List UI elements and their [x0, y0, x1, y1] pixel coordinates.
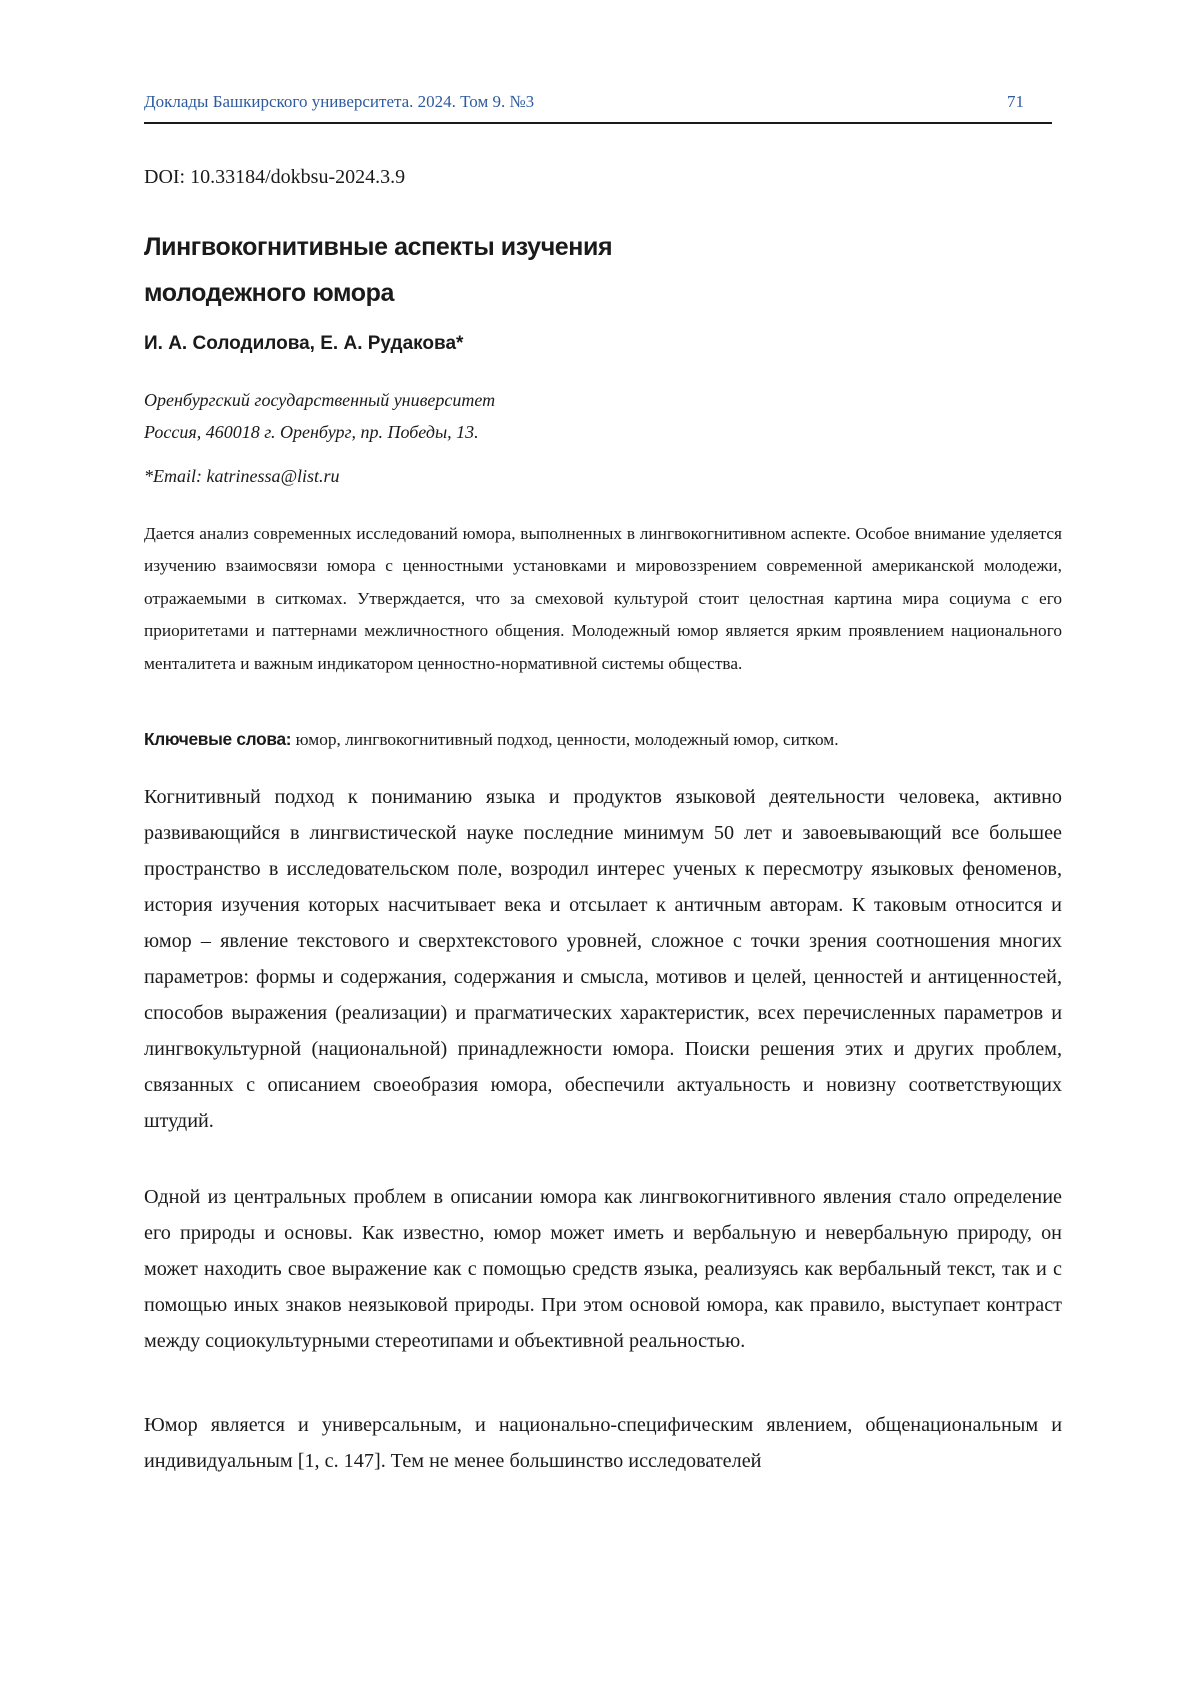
body-paragraph-1: Когнитивный подход к пониманию языка и продуктов языковой деятельности человека, активно развивающийся в лингвистической науке последние минимум 50 лет и завоевывающий все большее пространство в исследовательском поле, возродил интерес ученых к пересмотру языковых феноменов, история изучения которых насчитывает века и отсылает к античным авторам. К таковым относится и юмор – явление текстового и сверхтекстового уровней, сложное с точки зрения соотношения многих параметров: формы и содержания, содержания и смысла, мотивов и целей, ценностей и антиценностей, способов выражения (реализации) и прагматических характеристик, всех перечисленных параметров и лингвокультурной (национальной) принадлежности юмора. Поиски решения этих и других проблем, связанных с описанием своеобразия юмора, обеспечили актуальность и новизну соответствующих штудий.: [144, 779, 1062, 1139]
keywords-label: Ключевые слова:: [144, 729, 291, 749]
keywords: [144, 729, 1062, 750]
body-paragraph-2: Одной из центральных проблем в описании юмора как лингвокогнитивного явления стало определение его природы и основы. Как известно, юмор может иметь и вербальную и невербальную природу, он может находить свое выражение как с помощью средств языка, реализуясь как вербальный текст, так и с помощью иных знаков неязыковой природы. При этом основой юмора, как правило, выступает контраст между социокультурными стереотипами и объективной реальностью.: [144, 1179, 1062, 1359]
affiliation-line-2: Россия, 460018 г. Оренбург, пр. Победы, 13.: [144, 416, 944, 448]
affiliation-line-1: Оренбургский государственный университет: [144, 384, 944, 416]
affiliation: [144, 384, 944, 448]
body-paragraph-3: Юмор является и универсальным, и национально-специфическим явлением, общенациональным и индивидуальным [1, с. 147]. Тем не менее большинство исследователей: [144, 1407, 1062, 1479]
article-title: [144, 224, 904, 316]
article-title-line-2: молодежного юмора: [144, 270, 904, 316]
abstract: Дается анализ современных исследований юмора, выполненных в лингвокогнитивном аспекте. Особое внимание уделяется изучению взаимосвязи юмора с ценностными установками и мировоззрением современной американской молодежи, отражаемыми в ситкомах. Утверждается, что за смеховой культурой стоит целостная картина мира социума с его приоритетами и паттернами межличностного общения. Молодежный юмор является ярким проявлением национального менталитета и важным индикатором ценностно-нормативной системы общества.: [144, 518, 1062, 680]
page-number: 71: [1007, 92, 1024, 112]
article-title-line-1: Лингвокогнитивные аспекты изучения: [144, 224, 904, 270]
keywords-text: юмор, лингвокогнитивный подход, ценности, молодежный юмор, ситком.: [291, 730, 838, 749]
doi: DOI: 10.33184/dokbsu-2024.3.9: [144, 166, 405, 189]
journal-title: Доклады Башкирского университета. 2024. Том 9. №3: [144, 92, 534, 112]
authors: И. А. Солодилова, Е. А. Рудакова*: [144, 333, 463, 355]
running-header: [144, 92, 1052, 124]
corresponding-email: *Email: katrinessa@list.ru: [144, 466, 340, 487]
